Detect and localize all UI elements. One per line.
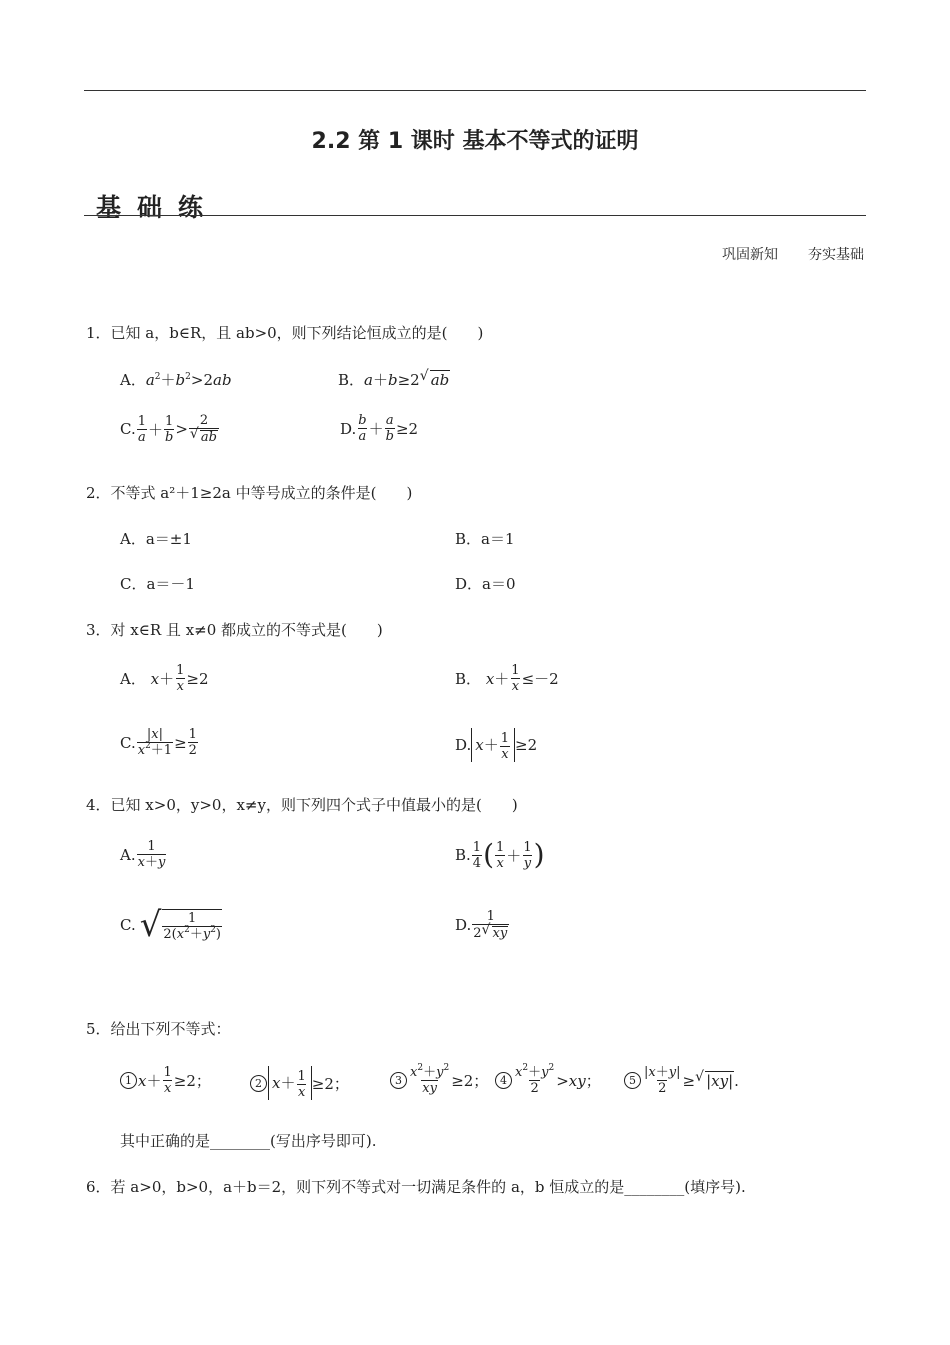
frac: 1 x [163,1065,172,1096]
frac: 1 x [496,839,505,871]
q1-a-label: A． [120,371,146,389]
q1-option-a [120,369,232,390]
q3-option-c: C. |x| $x^2+1$ ≥ 1 2 [120,727,197,758]
motto-1: 巩固新知 [722,247,778,263]
frac: $x^2+y^2$ xy [410,1063,450,1096]
frac: $\frac{1}{x}$ [500,730,510,762]
frac: 1 y [523,839,532,871]
motto [722,244,864,264]
question-3-stem: 3．对 x∈R 且 x≠0 都成立的不等式是( ) [86,621,383,639]
frac: 1 2 [188,727,197,758]
q5-item-5: 5 |x＋y| 2 ≥ √ |xy| . [624,1066,739,1095]
frac: |x＋y| 2 [644,1065,681,1096]
frac: 1 b [165,413,174,445]
q1-b-formula: a＋b≥2√ ab [364,369,450,390]
frac: 1 $2(x^2+y^2)$ [163,911,221,942]
section-rule [84,215,866,216]
q4-c-label: C. [120,916,136,934]
q3-d-label: D. [455,736,472,754]
frac: 1 x [511,663,520,694]
q5-item-2: 2 x＋ $\frac{1}{x}$ ≥2； [250,1066,349,1100]
q4-option-d [455,910,510,940]
frac: 1 x＋y [137,839,166,870]
q4-option-c: C. √ 1 $2(x^2+y^2)$ [120,905,221,945]
q1-d-label: D. [340,419,357,438]
q2-option-c: C．a＝－1 [120,575,195,593]
q3-a-label: A． [120,670,146,688]
q1-a-formula: $a^2+b^2>2ab$ [145,371,232,389]
q2-option-a: A．a＝±1 [120,530,192,548]
q5-item-4: 4 $x^2+y^2$ 2 > xy ； [495,1066,601,1095]
q5-item-1: 1 x ＋ 1 x ≥2； [120,1066,211,1095]
frac: 1 4 [472,839,482,871]
frac: a b [385,413,394,444]
q4-b-label: B. [455,846,471,864]
abs-value: x＋ $\frac{1}{x}$ [471,728,515,762]
q3-option-d: D. x＋ $\frac{1}{x}$ ≥2 [455,728,537,762]
frac: 1 x [176,663,185,694]
question-6-stem: 6．若 a>0，b>0，a＋b＝2，则下列不等式对一切满足条件的 a，b 恒成立的是________(填序号). [86,1178,746,1196]
q3-c-label: C. [120,733,136,752]
question-2-stem: 2．不等式 a²＋1≥2a 中等号成立的条件是( ) [86,484,413,502]
q2-option-d: D．a＝0 [455,575,516,593]
frac: 2 √ ab [189,414,219,444]
frac: 1 a [137,413,146,445]
q1-c-label: C. [120,420,136,438]
q1-option-b [338,369,450,390]
frac: $\frac{1}{x}$ [297,1068,306,1100]
question-1-stem: 1．已知 a，b∈R，且 ab>0，则下列结论恒成立的是( ) [86,324,484,342]
q4-a-label: A. [120,845,136,864]
top-rule [84,90,866,91]
q5-item-3: 3 $x^2+y^2$ xy ≥2； [390,1066,488,1095]
frac: b a [358,413,367,444]
section-heading: 基础练 [96,193,220,222]
frac: |x| $x^2+1$ [137,727,173,758]
motto-2: 夯实基础 [808,247,864,263]
question-5-stem: 5．给出下列不等式： [86,1020,231,1038]
q1-option-c: C. 1 a ＋ 1 b > 2 √ ab [120,414,220,444]
q4-d-label: D. [455,916,472,934]
q1-b-label: B． [338,371,365,389]
q3-b-label: B． [455,670,482,688]
q4-option-b: B. 1 4 ( 1 x ＋ 1 y ) [455,838,545,871]
question-4-stem: 4．已知 x>0，y>0，x≠y，则下列四个式子中值最小的是( ) [86,796,518,814]
q3-option-b: B． x ＋ 1 x ≤－2 [455,663,559,694]
frac: 1 2√ xy [472,910,509,940]
q3-option-a: A． x ＋ 1 x ≥2 [120,663,209,694]
q5-answer-line: 其中正确的是________(写出序号即可). [120,1132,377,1150]
q4-option-a [120,840,167,869]
frac: $x^2+y^2$ 2 [515,1063,555,1096]
q2-option-b: B．a＝1 [455,530,515,548]
page-title: 2.2 第 1 课时 基本不等式的证明 [311,129,639,154]
q1-option-d: D. b a ＋ a b ≥2 [340,413,419,444]
